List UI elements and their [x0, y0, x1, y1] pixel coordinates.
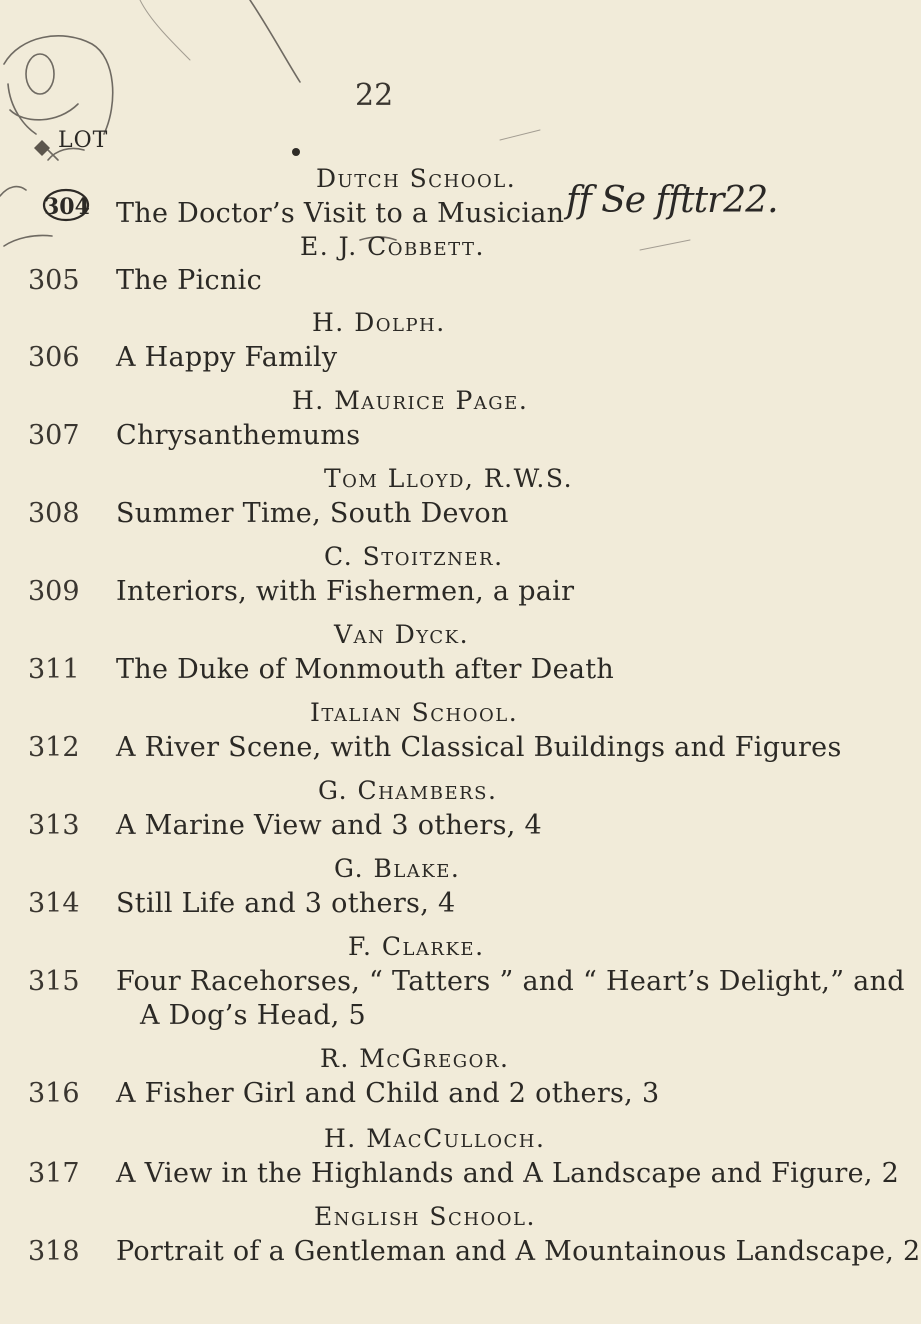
lot-number: 313 — [28, 810, 80, 841]
lot-title: Still Life and 3 others, 4 — [116, 888, 456, 919]
artist-heading: H. Dolph. — [312, 308, 446, 337]
artist-heading: C. Stoitzner. — [324, 542, 504, 571]
handwritten-annotation: ff Se ffttr22. — [566, 180, 778, 221]
artist-heading: English School. — [314, 1202, 536, 1231]
artist-heading: Van Dyck. — [334, 620, 470, 649]
lot-title: A Happy Family — [116, 342, 338, 373]
lot-number: 305 — [28, 265, 80, 296]
artist-heading: H. MacCulloch. — [324, 1124, 546, 1153]
circled-lot-number: 304 — [44, 194, 90, 220]
lot-number: 315 — [28, 966, 80, 997]
lot-title: A River Scene, with Classical Buildings and Figures — [116, 732, 842, 763]
artist-heading: G. Blake. — [334, 854, 461, 883]
lot-number: 316 — [28, 1078, 80, 1109]
lot-number: 307 — [28, 420, 80, 451]
lot-number: 311 — [28, 654, 80, 685]
lot-number: 308 — [28, 498, 80, 529]
lot-title: Chrysanthemums — [116, 420, 361, 451]
page-number: 22 — [355, 78, 394, 113]
lot-title-continuation: A Dog’s Head, 5 — [140, 1000, 367, 1031]
lot-number: 312 — [28, 732, 80, 763]
artist-heading: F. Clarke. — [348, 932, 485, 961]
lot-column-label: LOT — [58, 128, 109, 153]
lot-title: Four Racehorses, “ Tatters ” and “ Heart’s Delight,” and — [116, 966, 905, 997]
artist-heading: Tom Lloyd, R.W.S. — [324, 464, 574, 493]
artist-heading: G. Chambers. — [318, 776, 498, 805]
lot-title: The Duke of Monmouth after Death — [116, 654, 615, 685]
lot-title: A Fisher Girl and Child and 2 others, 3 — [116, 1078, 660, 1109]
lot-title: Summer Time, South Devon — [116, 498, 509, 529]
lot-number: 309 — [28, 576, 80, 607]
artist-heading: H. Maurice Page. — [292, 386, 529, 415]
lot-title: A View in the Highlands and A Landscape and Figure, 2 — [116, 1158, 900, 1189]
lot-title: Portrait of a Gentleman and A Mountainous Landscape, 2 — [116, 1236, 921, 1267]
artist-heading: R. McGregor. — [320, 1044, 510, 1073]
lot-number: 306 — [28, 342, 80, 373]
artist-heading: E. J. Cobbett. — [300, 232, 485, 261]
lot-title: The Doctor’s Visit to a Musician — [116, 198, 565, 229]
lot-title: The Picnic — [116, 265, 263, 296]
artist-heading: Italian School. — [310, 698, 519, 727]
artist-heading: Dutch School. — [316, 164, 517, 193]
lot-number: 314 — [28, 888, 80, 919]
lot-number: 318 — [28, 1236, 80, 1267]
lot-title: Interiors, with Fishermen, a pair — [116, 576, 575, 607]
lot-number: 317 — [28, 1158, 80, 1189]
lot-title: A Marine View and 3 others, 4 — [116, 810, 543, 841]
